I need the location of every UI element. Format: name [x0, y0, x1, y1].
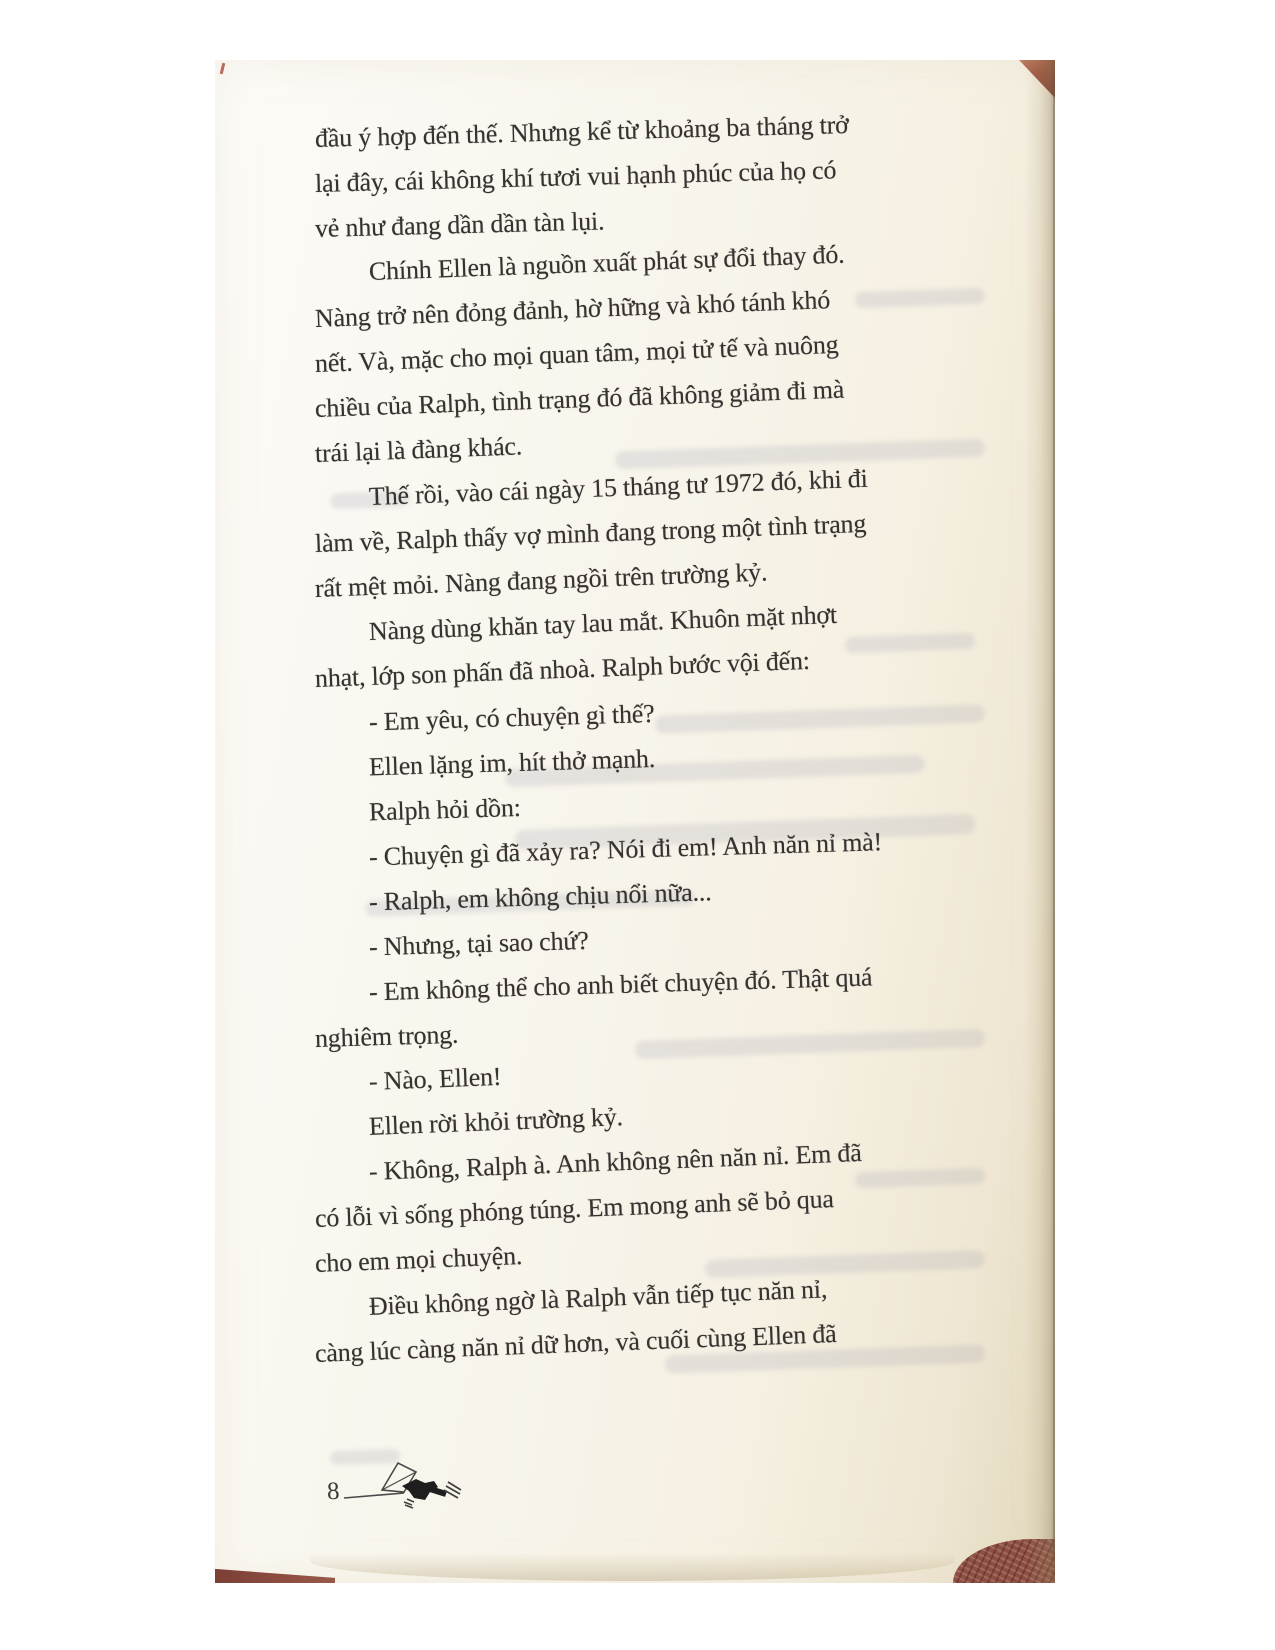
text-line: - Nào, Ellen!	[368, 1061, 502, 1096]
text-line: nết. Và, mặc cho mọi quan tâm, mọi tử tế và nuông	[314, 329, 839, 378]
text-line: Ralph hỏi dồn:	[368, 792, 522, 827]
text-line: càng lúc càng năn nỉ dữ hơn, và cuối cùng Ellen đã	[314, 1318, 837, 1368]
page-number: 8	[326, 1477, 340, 1506]
scribble-ornament-icon	[342, 1458, 462, 1510]
page-right-edge-line	[1053, 94, 1055, 1553]
page-footer	[327, 1458, 462, 1504]
text-line: làm về, Ralph thấy vợ mình đang trong một tình trạng	[314, 508, 867, 558]
text-line: - Chuyện gì đã xảy ra? Nói đi em! Anh năn nỉ mà!	[368, 827, 883, 872]
text-line: Nàng dùng khăn tay lau mắt. Khuôn mặt nhợt	[368, 599, 838, 647]
page-bottom-shadow	[310, 1553, 955, 1581]
text-line: cho em mọi chuyện.	[314, 1241, 523, 1278]
text-line: trái lại là đàng khác.	[314, 431, 523, 468]
text-line: vẻ như đang dần dần tàn lụi.	[314, 206, 605, 243]
text-line: Thế rồi, vào cái ngày 15 tháng tư 1972 đó, khi đi	[368, 463, 869, 512]
text-line: - Em không thể cho anh biết chuyện đó. Thật quá	[368, 962, 873, 1007]
text-line: đầu ý hợp đến thế. Nhưng kể từ khoảng ba tháng trở	[314, 110, 849, 153]
text-line: - Không, Ralph à. Anh không nên năn nỉ. Em đã	[368, 1138, 863, 1186]
page-right-edge-shadow	[1025, 60, 1055, 1583]
text-line: Ellen rời khỏi trường kỷ.	[368, 1102, 624, 1141]
text-line: - Ralph, em không chịu nổi nữa...	[368, 877, 712, 917]
text-line: Điều không ngờ là Ralph vẫn tiếp tục năn nỉ,	[368, 1274, 828, 1321]
text-line: Nàng trở nên đỏng đảnh, hờ hững và khó tánh khó	[314, 285, 831, 333]
text-line: chiều của Ralph, tình trạng đó đã không giảm đi mà	[314, 374, 845, 423]
text-line: - Em yêu, có chuyện gì thế?	[368, 698, 655, 737]
book-page-photo	[215, 60, 1055, 1583]
text-line: có lỗi vì sống phóng túng. Em mong anh sẽ bỏ qua	[314, 1184, 835, 1233]
body-text	[314, 110, 1005, 1376]
text-line: Chính Ellen là nguồn xuất phát sự đổi thay đó.	[368, 239, 845, 287]
text-line: nghiêm trọng.	[314, 1019, 459, 1053]
text-line: lại đây, cái không khí tươi vui hạnh phúc của họ có	[314, 155, 837, 198]
book-cover-edge-bottom-left	[215, 1567, 335, 1583]
cover-corner-tick	[220, 63, 226, 74]
text-line: rất mệt mỏi. Nàng đang ngồi trên trường kỷ.	[314, 557, 768, 603]
text-line: - Nhưng, tại sao chứ?	[368, 925, 589, 962]
text-line: nhạt, lớp son phấn đã nhoà. Ralph bước vội đến:	[314, 645, 811, 693]
text-line: Ellen lặng im, hít thở mạnh.	[368, 743, 656, 782]
